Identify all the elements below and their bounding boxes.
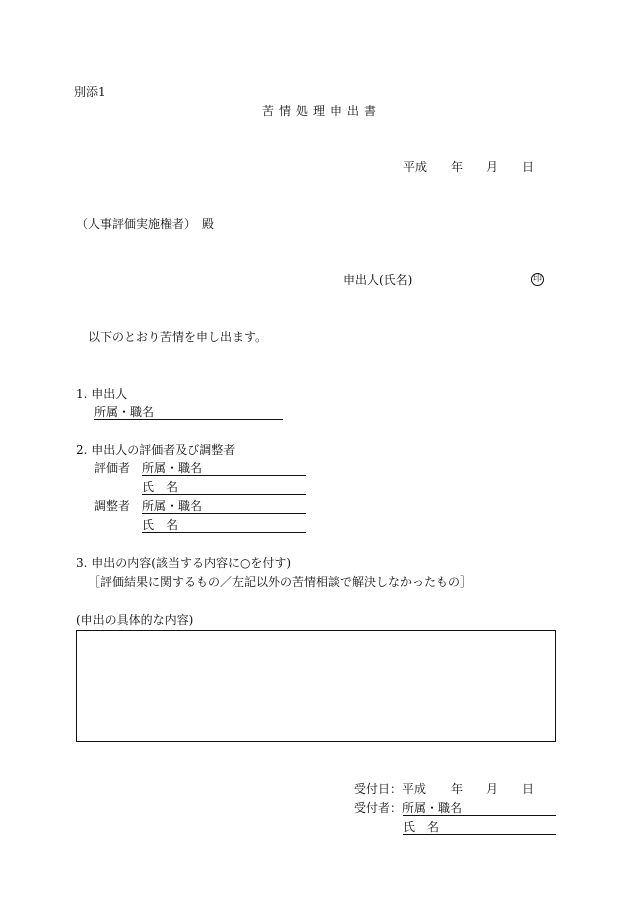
evaluator-affiliation-label: 所属・職名 (142, 461, 203, 475)
applicant-affiliation-label: 所属・職名 (94, 405, 155, 419)
date-day: 日 (522, 160, 535, 174)
receipt-day: 日 (522, 782, 535, 796)
section2-heading: 2. 申出人の評価者及び調整者 (76, 443, 236, 457)
form-title: 苦情処理申出書 (262, 104, 382, 118)
section3-heading: 3. 申出の内容(該当する内容に○を付す) (76, 556, 292, 570)
adjuster-affiliation-label: 所属・職名 (142, 499, 203, 513)
receiver-name-label: 氏 名 (403, 820, 440, 834)
intro-text: 以下のとおり苦情を申し出ます。 (88, 330, 268, 344)
receipt-year: 年 (451, 782, 464, 796)
receiver-affiliation-line (403, 815, 556, 816)
receiver-name-line (403, 834, 556, 835)
evaluator-affiliation-line (142, 475, 306, 476)
receiver-label: 受付者：所属・職名 (354, 801, 463, 815)
date-era: 平成 (403, 160, 428, 174)
evaluator-label: 評価者 (94, 461, 131, 475)
section1-heading: 1. 申出人 (76, 387, 128, 401)
section3-options: ［評価結果に関するもの／左記以外の苦情相談で解決しなかったもの］ (88, 575, 473, 589)
detail-content-box[interactable] (76, 630, 556, 742)
seal-mark: 印 (532, 274, 542, 284)
adjuster-label: 調整者 (94, 499, 131, 513)
adjuster-name-line (142, 532, 306, 533)
receipt-month: 月 (486, 782, 499, 796)
evaluator-name-label: 氏 名 (142, 480, 179, 494)
date-year: 年 (451, 160, 464, 174)
attachment-label: 別添1 (74, 85, 106, 99)
adjuster-name-label: 氏 名 (142, 518, 179, 532)
applicant-affiliation-line (94, 419, 283, 420)
adjuster-affiliation-line (142, 513, 306, 514)
applicant-name-label: 申出人(氏名) (343, 273, 413, 287)
addressee: （人事評価実施権者） 殿 (76, 217, 215, 231)
evaluator-name-line (142, 494, 306, 495)
detail-label: (申出の具体的な内容) (76, 613, 194, 627)
receipt-date-label: 受付日：平成 (354, 782, 427, 796)
date-month: 月 (486, 160, 499, 174)
